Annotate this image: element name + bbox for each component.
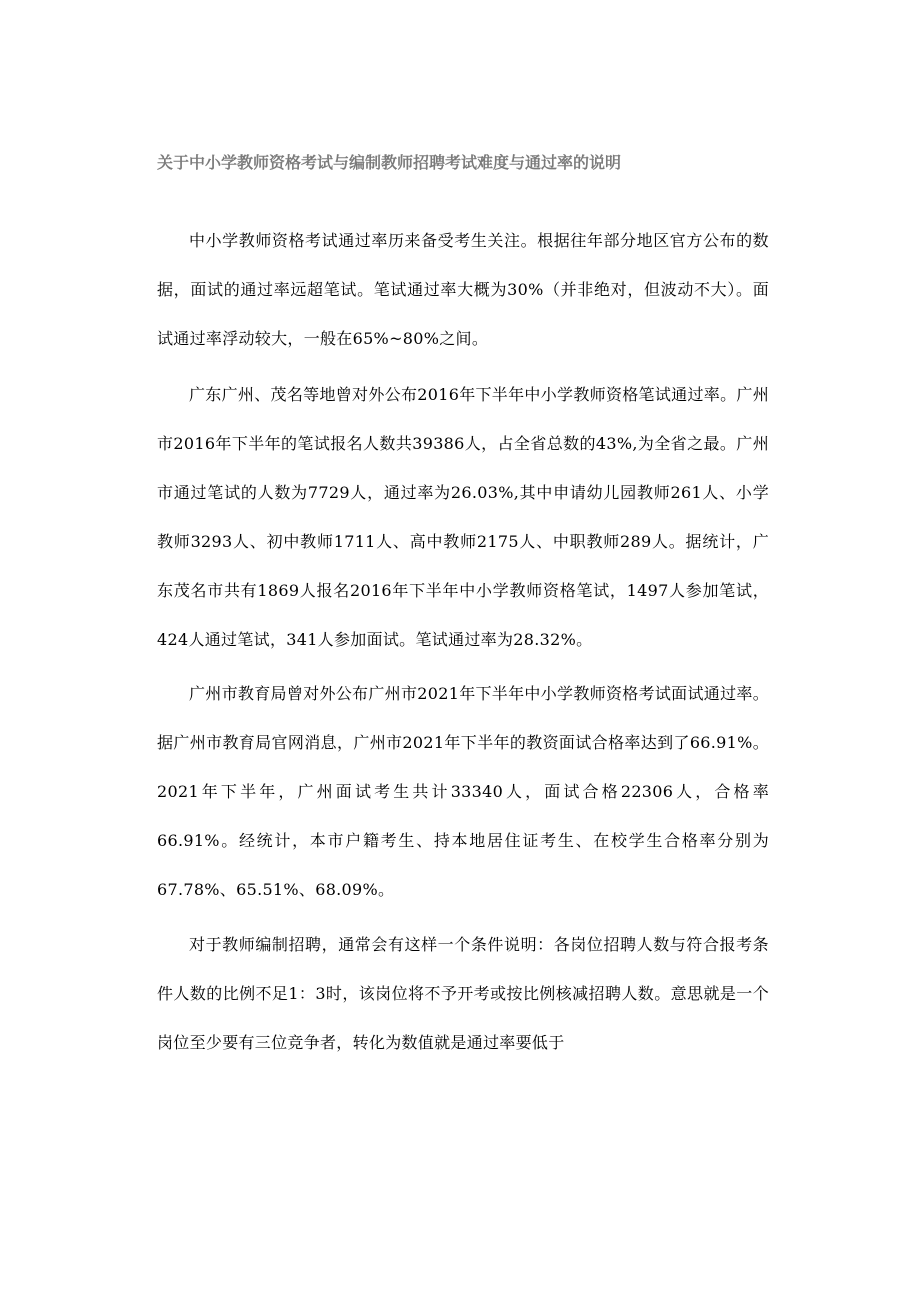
paragraph-pass-rate-overview: 中小学教师资格考试通过率历来备受考生关注。根据往年部分地区官方公布的数据，面试的通过率远超笔试。笔试通过率大概为30%（并非绝对，但波动不大）。面试通过率浮动较大，一般在65%~80%之间。: [157, 231, 769, 348]
document-title: 关于中小学教师资格考试与编制教师招聘考试难度与通过率的说明: [157, 153, 622, 172]
paragraph-guangdong-2016-written: 广东广州、茂名等地曾对外公布2016年下半年中小学教师资格笔试通过率。广州市2016年下半年的笔试报名人数共39386人，占全省总数的43%,为全省之最。广州市通过笔试的人数为7729人，通过率为26.03%,其中申请幼儿园教师261人、小学教师3293人、初中教师1711人、高中教师2175人、中职教师289人。据统计，广东茂名市共有1869人报名2016年下半年中小学教师资格笔试，1497人参加笔试，424人通过笔试，341人参加面试。笔试通过率为28.32%。: [157, 385, 769, 649]
paragraph-guangzhou-2021-interview: 广州市教育局曾对外公布广州市2021年下半年中小学教师资格考试面试通过率。据广州市教育局官网消息，广州市2021年下半年的教资面试合格率达到了66.91%。2021年下半年，广州面试考生共计33340人，面试合格22306人，合格率66.91%。经统计，本市户籍考生、持本地居住证考生、在校学生合格率分别为67.78%、65.51%、68.09%。: [157, 684, 769, 899]
paragraph-teacher-recruitment: 对于教师编制招聘，通常会有这样一个条件说明：各岗位招聘人数与符合报考条件人数的比例不足1：3时，该岗位将不予开考或按比例核减招聘人数。意思就是一个岗位至少要有三位竞争者，转化为数值就是通过率要低于: [157, 935, 769, 1052]
